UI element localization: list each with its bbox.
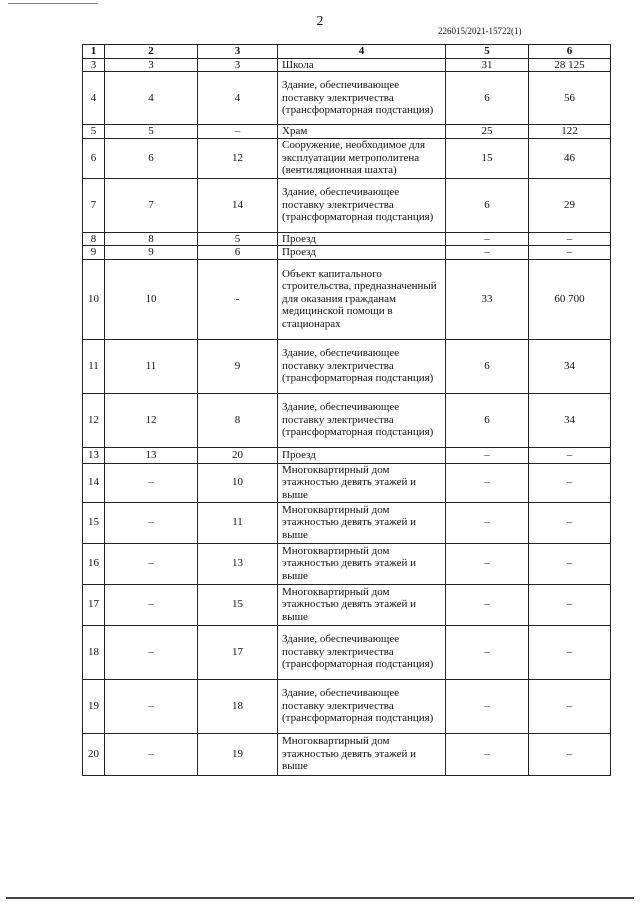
page-number: 2 bbox=[316, 14, 324, 29]
table-row bbox=[83, 138, 611, 178]
land-plot-table bbox=[82, 44, 611, 776]
cell-object-name: Здание, обеспечивающее поставку электричества (трансформаторная подстанция) bbox=[278, 625, 446, 679]
table-row bbox=[83, 246, 611, 260]
cell-object-name: Здание, обеспечивающее поставку электричества (трансформаторная подстанция) bbox=[278, 339, 446, 393]
table-cell: 6 bbox=[446, 339, 529, 393]
table-cell: 29 bbox=[529, 178, 611, 232]
cell-object-name: Многоквартирный дом этажностью девять этажей и выше bbox=[278, 733, 446, 775]
table-cell: 18 bbox=[198, 679, 278, 733]
table-cell: – bbox=[446, 232, 529, 246]
table-cell: 6 bbox=[446, 393, 529, 447]
table-cell: 11 bbox=[83, 339, 105, 393]
table-cell: – bbox=[446, 246, 529, 260]
table-cell: – bbox=[529, 679, 611, 733]
table-cell: 10 bbox=[198, 463, 278, 502]
table-cell: – bbox=[105, 733, 198, 775]
table-cell: – bbox=[529, 447, 611, 463]
table-cell: – bbox=[105, 543, 198, 584]
table-cell: 17 bbox=[83, 584, 105, 625]
table-cell: 34 bbox=[529, 393, 611, 447]
table-cell: - bbox=[198, 259, 278, 339]
table-row bbox=[83, 584, 611, 625]
cell-object-name: Многоквартирный дом этажностью девять этажей и выше bbox=[278, 502, 446, 543]
cell-object-name: Здание, обеспечивающее поставку электричества (трансформаторная подстанция) bbox=[278, 178, 446, 232]
cell-object-name: Здание, обеспечивающее поставку электричества (трансформаторная подстанция) bbox=[278, 72, 446, 125]
table-cell: 17 bbox=[198, 625, 278, 679]
table-cell: – bbox=[446, 625, 529, 679]
table-cell: – bbox=[446, 447, 529, 463]
table-cell: – bbox=[446, 584, 529, 625]
table-cell: 15 bbox=[446, 138, 529, 178]
table-cell: 15 bbox=[198, 584, 278, 625]
table-cell: – bbox=[105, 463, 198, 502]
table-cell: 19 bbox=[198, 733, 278, 775]
table-cell: 6 bbox=[198, 246, 278, 260]
table-cell: 56 bbox=[529, 72, 611, 125]
table-row bbox=[83, 543, 611, 584]
table-cell: – bbox=[446, 502, 529, 543]
table-cell: 122 bbox=[529, 125, 611, 139]
table-cell: 3 bbox=[198, 58, 278, 72]
table-cell: 10 bbox=[83, 259, 105, 339]
cell-object-name: Многоквартирный дом этажностью девять этажей и выше bbox=[278, 543, 446, 584]
table-cell: 14 bbox=[198, 178, 278, 232]
table-cell: 9 bbox=[83, 246, 105, 260]
table-cell: 9 bbox=[198, 339, 278, 393]
table-row bbox=[83, 339, 611, 393]
table-cell: 6 bbox=[83, 138, 105, 178]
column-header: 2 bbox=[105, 45, 198, 59]
table-cell: – bbox=[446, 679, 529, 733]
cell-object-name: Проезд bbox=[278, 447, 446, 463]
table-row bbox=[83, 72, 611, 125]
table-cell: 12 bbox=[198, 138, 278, 178]
table-row bbox=[83, 733, 611, 775]
table-row bbox=[83, 625, 611, 679]
table-cell: 6 bbox=[105, 138, 198, 178]
cell-object-name: Здание, обеспечивающее поставку электричества (трансформаторная подстанция) bbox=[278, 679, 446, 733]
table-cell: 7 bbox=[83, 178, 105, 232]
table-cell: 25 bbox=[446, 125, 529, 139]
table-cell: – bbox=[446, 733, 529, 775]
table-cell: 4 bbox=[105, 72, 198, 125]
table-header-row bbox=[83, 45, 611, 59]
table-cell: 28 125 bbox=[529, 58, 611, 72]
column-header: 1 bbox=[83, 45, 105, 59]
table-cell: 11 bbox=[105, 339, 198, 393]
table-cell: – bbox=[529, 543, 611, 584]
column-header: 3 bbox=[198, 45, 278, 59]
table-cell: 8 bbox=[83, 232, 105, 246]
table-cell: – bbox=[446, 463, 529, 502]
table-cell: 46 bbox=[529, 138, 611, 178]
table-cell: 16 bbox=[83, 543, 105, 584]
table-cell: 3 bbox=[105, 58, 198, 72]
table-cell: – bbox=[105, 679, 198, 733]
table-cell: 8 bbox=[198, 393, 278, 447]
column-header: 4 bbox=[278, 45, 446, 59]
table-cell: 12 bbox=[83, 393, 105, 447]
table-cell: 7 bbox=[105, 178, 198, 232]
table-cell: 8 bbox=[105, 232, 198, 246]
table-cell: 5 bbox=[105, 125, 198, 139]
table-cell: 10 bbox=[105, 259, 198, 339]
cell-object-name: Проезд bbox=[278, 232, 446, 246]
cell-object-name: Проезд bbox=[278, 246, 446, 260]
table-cell: – bbox=[105, 584, 198, 625]
table-cell: 6 bbox=[446, 72, 529, 125]
table-cell: – bbox=[529, 463, 611, 502]
document-id: 226015/2021-15722(1) bbox=[438, 26, 522, 36]
table-cell: 33 bbox=[446, 259, 529, 339]
table-cell: – bbox=[529, 625, 611, 679]
table-cell: 12 bbox=[105, 393, 198, 447]
table-cell: 3 bbox=[83, 58, 105, 72]
table-body bbox=[83, 58, 611, 775]
table-cell: 14 bbox=[83, 463, 105, 502]
table-cell: 18 bbox=[83, 625, 105, 679]
cell-object-name: Многоквартирный дом этажностью девять этажей и выше bbox=[278, 584, 446, 625]
table-cell: 60 700 bbox=[529, 259, 611, 339]
table-cell: – bbox=[446, 543, 529, 584]
table-cell: 5 bbox=[198, 232, 278, 246]
scan-bottom-edge bbox=[6, 897, 634, 899]
table-row bbox=[83, 125, 611, 139]
table-cell: 20 bbox=[83, 733, 105, 775]
table-row bbox=[83, 393, 611, 447]
cell-object-name: Школа bbox=[278, 58, 446, 72]
table-cell: 34 bbox=[529, 339, 611, 393]
table-cell: 19 bbox=[83, 679, 105, 733]
table-row bbox=[83, 178, 611, 232]
cell-object-name: Сооружение, необходимое для эксплуатации метрополитена (вентиляционная шахта) bbox=[278, 138, 446, 178]
scan-edge-line bbox=[8, 3, 98, 4]
table-row bbox=[83, 232, 611, 246]
table-cell: – bbox=[529, 502, 611, 543]
table-row bbox=[83, 502, 611, 543]
table-row bbox=[83, 259, 611, 339]
table-cell: 5 bbox=[83, 125, 105, 139]
table-cell: – bbox=[105, 625, 198, 679]
cell-object-name: Храм bbox=[278, 125, 446, 139]
table-cell: – bbox=[198, 125, 278, 139]
column-header: 6 bbox=[529, 45, 611, 59]
table-cell: 13 bbox=[198, 543, 278, 584]
table-row bbox=[83, 679, 611, 733]
table-cell: – bbox=[529, 232, 611, 246]
table-cell: 11 bbox=[198, 502, 278, 543]
table-cell: – bbox=[529, 733, 611, 775]
table-cell: – bbox=[529, 584, 611, 625]
table-cell: 31 bbox=[446, 58, 529, 72]
table-cell: 4 bbox=[83, 72, 105, 125]
table-cell: 9 bbox=[105, 246, 198, 260]
cell-object-name: Здание, обеспечивающее поставку электричества (трансформаторная подстанция) bbox=[278, 393, 446, 447]
column-header: 5 bbox=[446, 45, 529, 59]
table-row bbox=[83, 58, 611, 72]
cell-object-name: Многоквартирный дом этажностью девять этажей и выше bbox=[278, 463, 446, 502]
table-cell: 13 bbox=[105, 447, 198, 463]
table-cell: 4 bbox=[198, 72, 278, 125]
table-row bbox=[83, 463, 611, 502]
table-row bbox=[83, 447, 611, 463]
table-cell: – bbox=[105, 502, 198, 543]
table-cell: 15 bbox=[83, 502, 105, 543]
table-cell: 20 bbox=[198, 447, 278, 463]
table-cell: 6 bbox=[446, 178, 529, 232]
cell-object-name: Объект капитального строительства, предназначенный для оказания гражданам медицинской помощи в стационарах bbox=[278, 259, 446, 339]
table-cell: 13 bbox=[83, 447, 105, 463]
table-cell: – bbox=[529, 246, 611, 260]
